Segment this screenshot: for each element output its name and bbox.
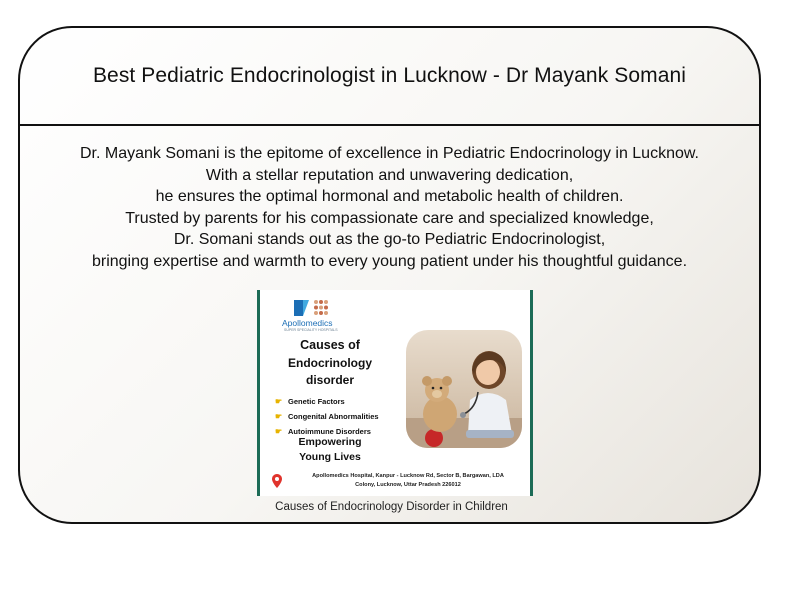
description-line: Dr. Somani stands out as the go-to Pediatric Endocrinologist, — [173, 231, 606, 248]
description-line: bringing expertise and warmth to every young patient under his thoughtful guidance. — [91, 252, 688, 270]
pointing-hand-icon: ☛ — [275, 412, 283, 421]
poster-tagline: Young Lives — [299, 451, 361, 463]
description-line: With a stellar reputation and unwavering dedication, — [205, 166, 574, 184]
child-teddy-illustration — [406, 330, 522, 448]
content-card — [18, 26, 761, 524]
child-with-teddy-photo — [406, 330, 522, 448]
address-text — [288, 472, 528, 489]
logo-subtext: SUPER SPECIALITY HOSPITALS — [284, 328, 338, 332]
location-pin-icon — [272, 474, 282, 488]
logo-icon — [292, 298, 336, 320]
poster-image — [257, 290, 533, 496]
causes-list — [275, 394, 379, 439]
description — [20, 126, 759, 272]
address-line: Colony, Lucknow, Uttar Pradesh 226012 — [355, 481, 461, 488]
description-line: Dr. Mayank Somani is the epitome of excellence in Pediatric Endocrinology in Lucknow. — [80, 145, 699, 162]
image-caption: Causes of Endocrinology Disorder in Children — [275, 501, 508, 513]
description-line: he ensures the optimal hormonal and metabolic health of children. — [155, 188, 624, 205]
logo-text: Apollomedics — [282, 318, 333, 328]
cause-label: Congenital Abnormalities — [288, 412, 379, 421]
page-title: Best Pediatric Endocrinologist in Lucknow - Dr Mayank Somani — [92, 64, 687, 87]
address-line: Apollomedics Hospital, Kanpur - Lucknow Rd, Sector B, Bargawan, LDA — [312, 473, 504, 479]
list-item — [275, 409, 379, 424]
poster-heading: Causes of — [300, 338, 360, 352]
cause-label: Autoimmune Disorders — [288, 427, 371, 436]
poster-heading: disorder — [305, 373, 354, 387]
pointing-hand-icon: ☛ — [275, 397, 283, 406]
pointing-hand-icon: ☛ — [275, 427, 283, 436]
poster-heading: Endocrinology — [288, 356, 372, 370]
description-line: Trusted by parents for his compassionate care and specialized knowledge, — [125, 209, 654, 227]
card-header — [20, 28, 759, 126]
poster-tagline: Empowering — [298, 436, 362, 448]
cause-label: Genetic Factors — [288, 397, 345, 406]
list-item — [275, 394, 379, 409]
